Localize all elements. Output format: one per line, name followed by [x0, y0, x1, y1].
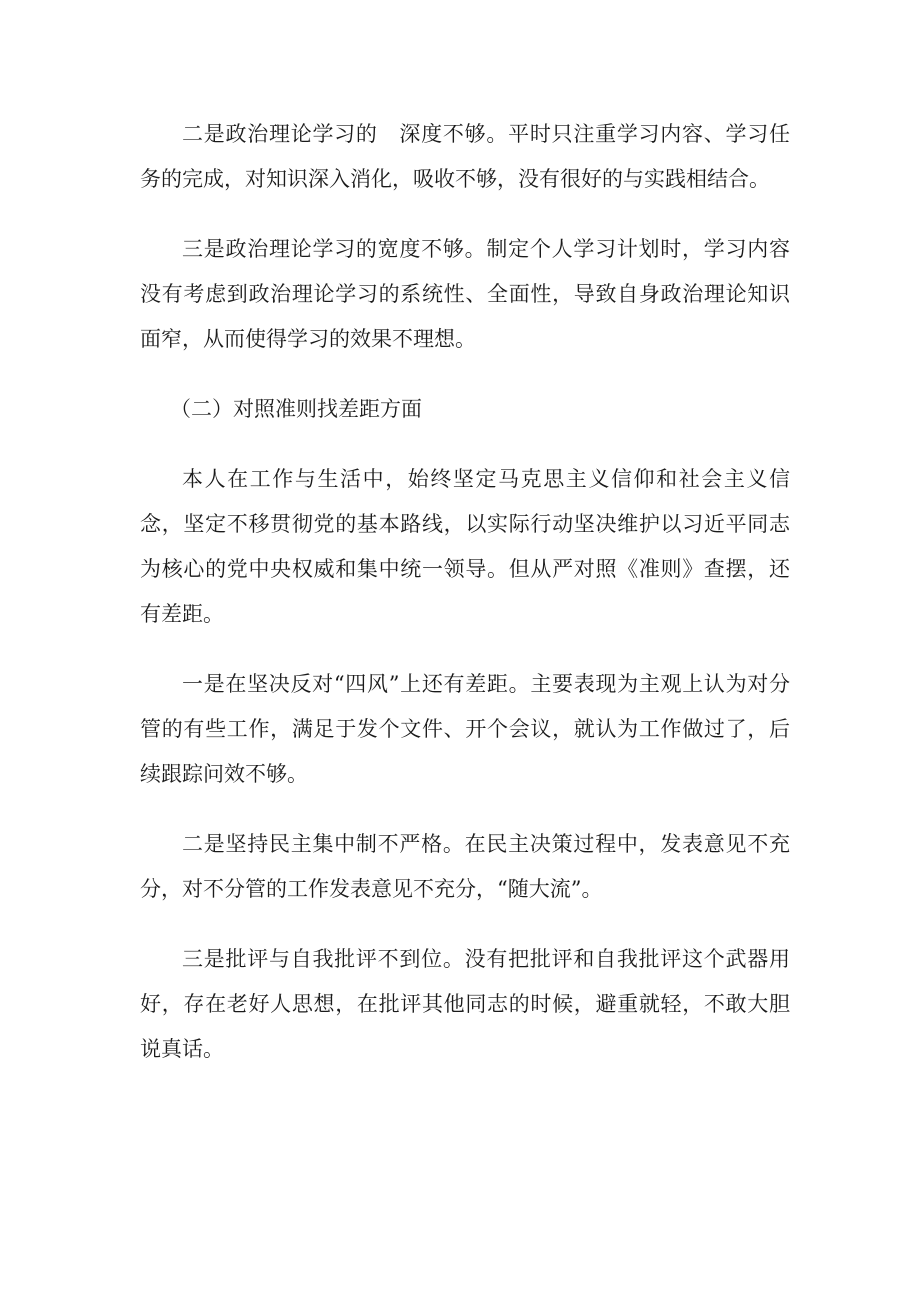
paragraph-democratic-centralism: 二是坚持民主集中制不严格。在民主决策过程中，发表意见不充分，对不分管的工作发表意见不充分，“随大流”。 — [140, 832, 790, 901]
paragraph-four-winds: 一是在坚决反对“四风”上还有差距。主要表现为主观上认为对分管的有些工作，满足于发个文件、开个会议，就认为工作做过了，后续跟踪问效不够。 — [140, 672, 790, 786]
section-heading-standards: （二）对照准则找差距方面 — [170, 397, 422, 421]
paragraph-self-assessment: 本人在工作与生活中，始终坚定马克思主义信仰和社会主义信念，坚定不移贯彻党的基本路线，以实际行动坚决维护以习近平同志为核心的党中央权威和集中统一领导。但从严对照《准则》查摆，还有差距。 — [140, 467, 790, 626]
paragraph-study-depth: 二是政治理论学习的 深度不够。平时只注重学习内容、学习任务的完成，对知识深入消化，吸收不够，没有很好的与实践相结合。 — [140, 122, 790, 191]
paragraph-study-breadth: 三是政治理论学习的宽度不够。制定个人学习计划时，学习内容没有考虑到政治理论学习的系统性、全面性，导致自身政治理论知识面窄，从而使得学习的效果不理想。 — [140, 237, 790, 351]
paragraph-criticism: 三是批评与自我批评不到位。没有把批评和自我批评这个武器用好，存在老好人思想，在批评其他同志的时候，避重就轻，不敢大胆说真话。 — [140, 947, 790, 1061]
document-body — [140, 112, 790, 1097]
